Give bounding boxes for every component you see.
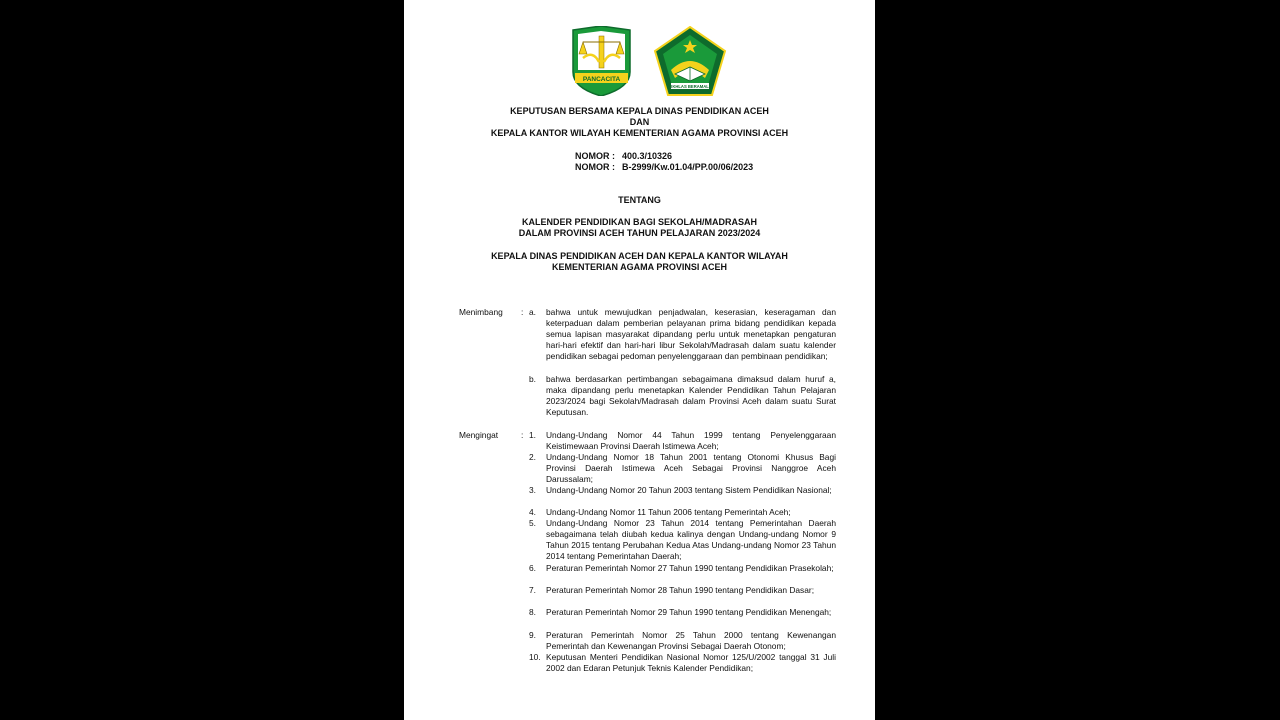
list-item (529, 607, 836, 618)
nomor-line-2 (575, 162, 753, 173)
item-text: Peraturan Pemerintah Nomor 25 Tahun 2000 tentang Kewenangan Pemerintah dan Kewenangan Provinsi Sebagai Daerah Otonom; (546, 630, 836, 652)
subject-line-1: KALENDER PENDIDIKAN BAGI SEKOLAH/MADRASAH (521, 217, 757, 227)
item-text: Undang-Undang Nomor 18 Tahun 2001 tentang Otonomi Khusus Bagi Provinsi Daerah Istimewa Aceh Sebagai Provinsi Nanggroe Aceh Darussalam; (546, 452, 836, 485)
item-number: 10. (529, 652, 541, 662)
nomor-label: NOMOR : (575, 162, 615, 172)
list-item (529, 518, 836, 562)
menimbang-item-a (529, 307, 836, 362)
aceh-pancacita-emblem-icon (569, 26, 634, 96)
kemenag-emblem-icon (653, 26, 727, 98)
nomor-value-1: 400.3/10326 (622, 151, 673, 161)
menimbang-item-b (529, 374, 836, 418)
item-number: 1. (529, 430, 536, 440)
authority-line-2: KEMENTERIAN AGAMA PROVINSI ACEH (551, 262, 727, 272)
item-number: 3. (529, 485, 536, 495)
title-line-1: KEPUTUSAN BERSAMA KEPALA DINAS PENDIDIKAN ACEH (510, 106, 769, 116)
item-text: Peraturan Pemerintah Nomor 28 Tahun 1990 tentang Pendidikan Dasar; (546, 585, 815, 595)
item-number: 2. (529, 452, 536, 462)
list-item (529, 563, 836, 574)
nomor-value-2: B-2999/Kw.01.04/PP.00/06/2023 (622, 162, 754, 172)
list-item (529, 430, 836, 452)
list-item (529, 485, 836, 496)
list-item (529, 452, 836, 485)
item-number: 8. (529, 607, 536, 617)
list-item (529, 585, 836, 596)
item-number: 9. (529, 630, 536, 640)
item-text: bahwa berdasarkan pertimbangan sebagaimana dimaksud dalam huruf a, maka dipandang perlu menetapkan Kalender Pendidikan Tahun Pelajaran 2023/2024 bagi Sekolah/Madrasah dalam Provinsi Aceh dalam suatu Surat Keputusan. (546, 374, 836, 418)
item-text: Peraturan Pemerintah Nomor 27 Tahun 1990 tentang Pendidikan Prasekolah; (546, 563, 834, 573)
list-item (529, 652, 836, 674)
subject-line-2: DALAM PROVINSI ACEH TAHUN PELAJARAN 2023/2024 (518, 228, 761, 238)
item-text: Undang-Undang Nomor 11 Tahun 2006 tentang Pemerintah Aceh; (546, 507, 791, 517)
item-text: Undang-Undang Nomor 23 Tahun 2014 tentang Pemerintahan Daerah sebagaimana telah diubah kedua kalinya dengan Undang-undang Nomor 9 Tahun 2015 tentang Perubahan Kedua Atas Undang-undang Nomor 23 Tahun 2014 tentang Pemerintahan Daerah; (546, 518, 836, 562)
title-line-3: KEPALA KANTOR WILAYAH KEMENTERIAN AGAMA PROVINSI ACEH (490, 128, 789, 138)
list-item (529, 507, 836, 518)
authority-line-1: KEPALA DINAS PENDIDIKAN ACEH DAN KEPALA KANTOR WILAYAH (491, 251, 788, 261)
item-number: 5. (529, 518, 536, 528)
menimbang-label: Menimbang (459, 307, 503, 317)
item-text: bahwa untuk mewujudkan penjadwalan, keserasian, keseragaman dan keterpaduan dalam pemberian pelayanan prima bidang pendidikan kepada semua lapisan masyarakat dipandang perlu untuk menetapkan pengaturan hari-hari efektif dan hari-hari libur Sekolah/Madrasah dalam suatu kalender pendidikan sebagai pedoman penyelenggaraan dan pembinaan pendidikan; (546, 307, 836, 362)
pancacita-label: PANCACITA (582, 76, 621, 83)
nomor-label: NOMOR : (575, 151, 615, 161)
item-number: a. (529, 307, 536, 317)
tentang-heading: TENTANG (618, 195, 661, 205)
item-text: Undang-Undang Nomor 20 Tahun 2003 tentang Sistem Pendidikan Nasional; (546, 485, 832, 495)
item-number: 4. (529, 507, 536, 517)
item-text: Peraturan Pemerintah Nomor 29 Tahun 1990 tentang Pendidikan Menengah; (546, 607, 832, 617)
menimbang-colon: : (521, 307, 524, 317)
item-number: 6. (529, 563, 536, 573)
kemenag-motto: IKHLAS BERAMAL (671, 84, 709, 89)
item-text: Undang-Undang Nomor 44 Tahun 1999 tentang Penyelenggaraan Keistimewaan Provinsi Daerah Istimewa Aceh; (546, 430, 836, 452)
document-page (404, 0, 875, 720)
title-line-2: DAN (629, 117, 650, 127)
item-number: 7. (529, 585, 536, 595)
logo-row (404, 26, 875, 98)
mengingat-label: Mengingat (459, 430, 499, 440)
item-text: Keputusan Menteri Pendidikan Nasional Nomor 125/U/2002 tanggal 31 Juli 2002 dan Edaran Petunjuk Teknis Kalender Pendidikan; (546, 652, 836, 674)
mengingat-colon: : (521, 430, 524, 440)
list-item (529, 630, 836, 652)
nomor-line-1 (575, 151, 672, 162)
item-number: b. (529, 374, 536, 384)
